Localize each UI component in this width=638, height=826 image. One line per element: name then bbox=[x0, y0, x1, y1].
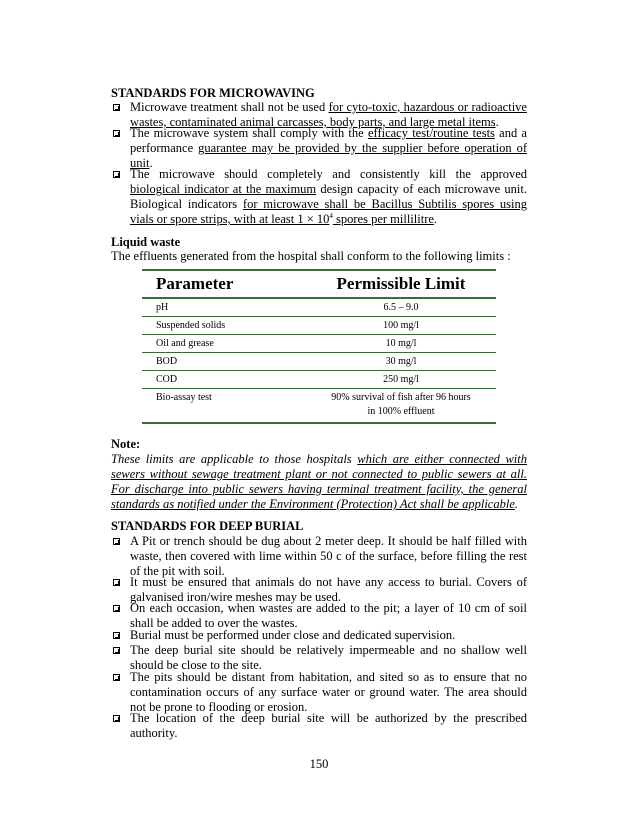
parameter-cell: pH bbox=[142, 298, 306, 317]
page-number: 150 bbox=[309, 757, 329, 771]
limit-cell: 6.5 – 9.0 bbox=[306, 298, 496, 317]
microwave-bullet-3: The microwave should completely and consistently kill the approved biological indicator at the maximum design capacity of each microwave unit. Biological indicators for microwave shall be Bacillus Subtilis spores using vials or spore strips, with at least $1 \times 10^4$ spores per millilitre. bbox=[130, 167, 527, 227]
limit-cell: 250 mg/l bbox=[306, 371, 496, 389]
checkbox-bullet-icon bbox=[113, 632, 120, 639]
limit-cell bbox=[306, 389, 496, 424]
burial-bullet-3: On each occasion, when wastes are added to the pit; a layer of 10 cm of soil shall be added to over the wastes. bbox=[130, 601, 527, 631]
parameter-cell: Bio-assay test bbox=[142, 389, 306, 424]
microwave-bullet-1: Microwave treatment shall not be used for cyto-toxic, hazardous or radioactive wastes, contaminated animal carcasses, body parts, and large metal items. bbox=[130, 100, 527, 130]
liquid-waste-heading: Liquid waste bbox=[111, 235, 181, 249]
limit-line-1: 90% survival of fish after 96 hours bbox=[331, 392, 471, 403]
parameter-cell: Oil and grease bbox=[142, 335, 306, 353]
limit-cell: 10 mg/l bbox=[306, 335, 496, 353]
burial-bullet-2: It must be ensured that animals do not have any access to burial. Covers of galvanised iron/wire meshes may be used. bbox=[130, 575, 527, 605]
checkbox-bullet-icon bbox=[113, 647, 120, 654]
table-row bbox=[142, 353, 496, 371]
limit-cell: 100 mg/l bbox=[306, 317, 496, 335]
burial-bullet-4: Burial must be performed under close and dedicated supervision. bbox=[130, 628, 527, 643]
parameter-cell: BOD bbox=[142, 353, 306, 371]
effluent-limits-table bbox=[142, 269, 496, 424]
header-permissible-limit: Permissible Limit bbox=[306, 270, 496, 298]
note-text: These limits are applicable to those hospitals which are either connected with sewers without sewage treatment plant or not connected to public sewers at all. For discharge into public sewers having terminal treatment facility, the general standards as notified under the Environment (Protection) Act shall be applicable. bbox=[111, 452, 527, 511]
burial-bullet-1: A Pit or trench should be dug about 2 meter deep. It should be half filled with waste, then covered with lime within 50 c of the surface, before filling the rest of the pit with soil. bbox=[130, 534, 527, 579]
burial-bullet-7: The location of the deep burial site will be authorized by the prescribed authority. bbox=[130, 711, 527, 741]
limit-line-2: in 100% effluent bbox=[367, 406, 435, 417]
microwaving-heading: STANDARDS FOR MICROWAVING bbox=[111, 86, 315, 100]
parameter-cell: COD bbox=[142, 371, 306, 389]
checkbox-bullet-icon bbox=[113, 104, 120, 111]
checkbox-bullet-icon bbox=[113, 538, 120, 545]
limit-cell: 30 mg/l bbox=[306, 353, 496, 371]
header-parameter: Parameter bbox=[142, 270, 306, 298]
checkbox-bullet-icon bbox=[113, 674, 120, 681]
checkbox-bullet-icon bbox=[113, 171, 120, 178]
table-header-row bbox=[142, 270, 496, 298]
parameter-cell: Suspended solids bbox=[142, 317, 306, 335]
table-row bbox=[142, 371, 496, 389]
note-heading: Note: bbox=[111, 437, 141, 451]
burial-bullet-5: The deep burial site should be relatively impermeable and no shallow well should be close to the site. bbox=[130, 643, 527, 673]
table-row bbox=[142, 298, 496, 317]
checkbox-bullet-icon bbox=[113, 579, 120, 586]
checkbox-bullet-icon bbox=[113, 605, 120, 612]
microwave-bullet-2: The microwave system shall comply with the efficacy test/routine tests and a performance guarantee may be provided by the supplier before operation of unit. bbox=[130, 126, 527, 171]
table-row bbox=[142, 335, 496, 353]
checkbox-bullet-icon bbox=[113, 715, 120, 722]
burial-bullet-6: The pits should be distant from habitation, and sited so as to ensure that no contamination occurs of any surface water or ground water. The area should not be prone to flooding or erosion. bbox=[130, 670, 527, 715]
checkbox-bullet-icon bbox=[113, 130, 120, 137]
liquid-waste-intro: The effluents generated from the hospital shall conform to the following limits : bbox=[111, 249, 511, 263]
deep-burial-heading: STANDARDS FOR DEEP BURIAL bbox=[111, 519, 304, 533]
table-row bbox=[142, 389, 496, 424]
table-row bbox=[142, 317, 496, 335]
